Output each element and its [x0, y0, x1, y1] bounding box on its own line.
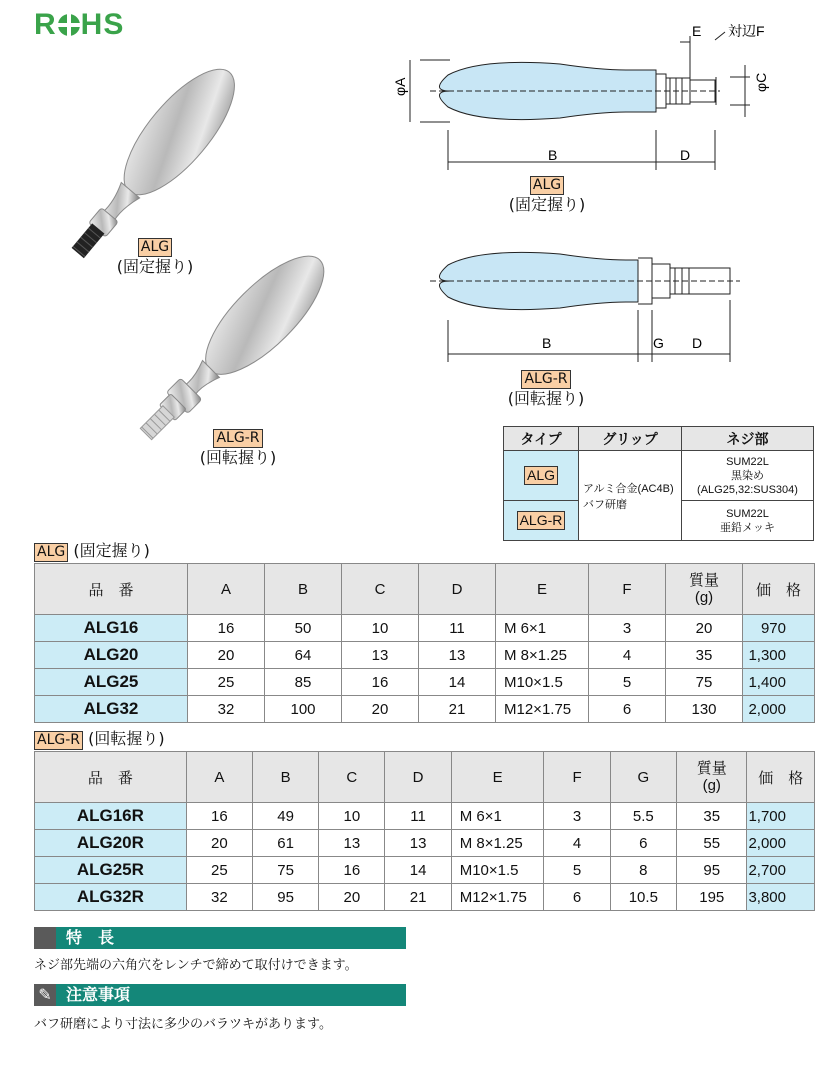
- value-cell: 13: [319, 830, 385, 857]
- value-cell: 13: [385, 830, 451, 857]
- value-cell: 75: [666, 669, 743, 696]
- algr-table-tag: ALG-R: [34, 731, 83, 750]
- algr-col-f: F: [544, 752, 610, 803]
- alg-col-c: C: [342, 564, 419, 615]
- algr-tag: ALG-R: [213, 429, 262, 448]
- price-cell: 1,400: [743, 669, 815, 696]
- value-cell: 20: [186, 830, 252, 857]
- thread-cell: M10×1.5: [496, 669, 589, 696]
- spec-header-grip: グリップ: [579, 427, 682, 451]
- diagram2-tag: ALG-R: [521, 370, 570, 389]
- algr-table-header: [35, 752, 815, 803]
- alg-col-part: 品 番: [35, 564, 188, 615]
- spec-header-type: タイプ: [504, 427, 579, 451]
- alg-col-b: B: [265, 564, 342, 615]
- alg-table-body: [35, 615, 815, 723]
- caution-text: バフ研磨により寸法に多少のバラツキがあります。: [34, 1017, 332, 1032]
- diagram1-caption: [492, 174, 602, 215]
- features-text: ネジ部先端の六角穴をレンチで締めて取付けできます。: [34, 958, 358, 973]
- price-cell: 970: [743, 615, 815, 642]
- dim-b: B: [548, 147, 558, 163]
- value-cell: 55: [677, 830, 747, 857]
- table-row: [35, 615, 815, 642]
- algr-table-title: (回転握り): [88, 729, 165, 748]
- spec-thread-algr-2: 亜鉛メッキ: [720, 521, 775, 534]
- alg-tag: ALG: [138, 238, 172, 257]
- spec-grip-finish: バフ研磨: [583, 498, 627, 511]
- value-cell: 25: [186, 857, 252, 884]
- pencil-icon: ✎: [38, 985, 52, 1004]
- value-cell: 11: [385, 803, 451, 830]
- table-row: [35, 830, 815, 857]
- algr-photo-caption: [178, 427, 298, 468]
- algr-table-heading: [34, 726, 165, 750]
- value-cell: 20: [319, 884, 385, 911]
- value-cell: 49: [252, 803, 318, 830]
- value-cell: 61: [252, 830, 318, 857]
- diagram1-tag: ALG: [530, 176, 564, 195]
- part-number-cell: ALG32: [35, 696, 188, 723]
- table-row: [35, 857, 815, 884]
- algr-table-body: [35, 803, 815, 911]
- thread-cell: M 8×1.25: [451, 830, 544, 857]
- algr-table: [34, 751, 815, 911]
- spec-header-thread: ネジ部: [682, 427, 814, 451]
- spec-thread-alg-2: 黒染め: [731, 469, 764, 482]
- value-cell: 95: [677, 857, 747, 884]
- alg-col-d: D: [419, 564, 496, 615]
- caution-title: 注意事項: [66, 985, 131, 1004]
- dim2-d: D: [692, 335, 703, 351]
- value-cell: 10.5: [610, 884, 676, 911]
- dim2-b: B: [542, 335, 552, 351]
- algr-col-b: B: [252, 752, 318, 803]
- value-cell: 5: [589, 669, 666, 696]
- table-row: [35, 642, 815, 669]
- value-cell: 6: [544, 884, 610, 911]
- value-cell: 21: [419, 696, 496, 723]
- dim-d: D: [680, 147, 691, 163]
- algr-col-g: G: [610, 752, 676, 803]
- value-cell: 35: [666, 642, 743, 669]
- value-cell: 10: [319, 803, 385, 830]
- alg-table-title: (固定握り): [73, 541, 150, 560]
- price-cell: 2,700: [747, 857, 815, 884]
- algr-photo: [115, 225, 365, 455]
- caution-bar: [34, 984, 406, 1006]
- value-cell: 20: [342, 696, 419, 723]
- table-row: [35, 884, 815, 911]
- price-cell: 1,700: [747, 803, 815, 830]
- alg-dimension-diagram: [390, 20, 810, 180]
- algr-col-e: E: [451, 752, 544, 803]
- value-cell: 64: [265, 642, 342, 669]
- part-number-cell: ALG16: [35, 615, 188, 642]
- value-cell: 5.5: [610, 803, 676, 830]
- value-cell: 6: [589, 696, 666, 723]
- alg-col-e: E: [496, 564, 589, 615]
- alg-table-header: [35, 564, 815, 615]
- spec-grip-material: アルミ合金(AC4B): [583, 482, 674, 495]
- value-cell: 20: [188, 642, 265, 669]
- algr-col-part: 品 番: [35, 752, 187, 803]
- value-cell: 13: [419, 642, 496, 669]
- alg-col-price: 価 格: [743, 564, 815, 615]
- spec-thread-algr-1: SUM22L: [726, 507, 769, 520]
- algr-col-a: A: [186, 752, 252, 803]
- dim2-g: G: [653, 335, 664, 351]
- value-cell: 16: [319, 857, 385, 884]
- value-cell: 14: [385, 857, 451, 884]
- price-cell: 3,800: [747, 884, 815, 911]
- value-cell: 20: [666, 615, 743, 642]
- algr-col-price: 価 格: [747, 752, 815, 803]
- alg-table-heading: [34, 538, 150, 562]
- features-bar: [34, 927, 406, 949]
- value-cell: 4: [589, 642, 666, 669]
- thread-cell: M 8×1.25: [496, 642, 589, 669]
- price-cell: 1,300: [743, 642, 815, 669]
- value-cell: 100: [265, 696, 342, 723]
- value-cell: 5: [544, 857, 610, 884]
- alg-col-f: F: [589, 564, 666, 615]
- algr-col-d: D: [385, 752, 451, 803]
- part-number-cell: ALG20R: [35, 830, 187, 857]
- algr-dimension-diagram: [390, 240, 810, 370]
- thread-cell: M12×1.75: [451, 884, 544, 911]
- features-title: 特 長: [66, 928, 115, 947]
- price-cell: 2,000: [743, 696, 815, 723]
- alg-col-mass: 質量 (g): [666, 564, 743, 615]
- alg-caption: (固定握り): [116, 257, 194, 276]
- spec-thread-alg-1: SUM22L: [726, 455, 769, 468]
- spec-type-algr: ALG-R: [517, 511, 566, 530]
- value-cell: 3: [589, 615, 666, 642]
- thread-cell: M12×1.75: [496, 696, 589, 723]
- dim-f: 対辺F: [728, 23, 765, 39]
- spec-table: [503, 426, 814, 541]
- value-cell: 195: [677, 884, 747, 911]
- value-cell: 75: [252, 857, 318, 884]
- algr-caption: (回転握り): [199, 448, 277, 467]
- value-cell: 6: [610, 830, 676, 857]
- thread-cell: M 6×1: [496, 615, 589, 642]
- value-cell: 50: [265, 615, 342, 642]
- dim-a: φA: [392, 77, 408, 96]
- dim-c: φC: [753, 72, 769, 92]
- thread-cell: M 6×1: [451, 803, 544, 830]
- value-cell: 13: [342, 642, 419, 669]
- diagram2-caption: [486, 368, 606, 409]
- diagram2-caption-text: (回転握り): [507, 389, 585, 408]
- part-number-cell: ALG32R: [35, 884, 187, 911]
- dim-e: E: [692, 23, 702, 39]
- alg-col-a: A: [188, 564, 265, 615]
- value-cell: 35: [677, 803, 747, 830]
- thread-cell: M10×1.5: [451, 857, 544, 884]
- part-number-cell: ALG25R: [35, 857, 187, 884]
- alg-table: [34, 563, 815, 723]
- rohs-logo: R HS: [34, 8, 125, 41]
- price-cell: 2,000: [747, 830, 815, 857]
- spec-thread-alg-3: (ALG25,32:SUS304): [697, 483, 798, 496]
- algr-col-c: C: [319, 752, 385, 803]
- table-row: [35, 669, 815, 696]
- value-cell: 21: [385, 884, 451, 911]
- value-cell: 16: [342, 669, 419, 696]
- value-cell: 3: [544, 803, 610, 830]
- value-cell: 32: [188, 696, 265, 723]
- algr-col-mass: 質量 (g): [677, 752, 747, 803]
- value-cell: 8: [610, 857, 676, 884]
- globe-icon: [58, 14, 80, 36]
- value-cell: 25: [188, 669, 265, 696]
- value-cell: 32: [186, 884, 252, 911]
- value-cell: 11: [419, 615, 496, 642]
- value-cell: 95: [252, 884, 318, 911]
- value-cell: 16: [186, 803, 252, 830]
- alg-table-tag: ALG: [34, 543, 68, 562]
- part-number-cell: ALG20: [35, 642, 188, 669]
- diagram1-caption-text: (固定握り): [508, 195, 586, 214]
- value-cell: 85: [265, 669, 342, 696]
- value-cell: 10: [342, 615, 419, 642]
- value-cell: 14: [419, 669, 496, 696]
- part-number-cell: ALG25: [35, 669, 188, 696]
- table-row: [35, 803, 815, 830]
- part-number-cell: ALG16R: [35, 803, 187, 830]
- value-cell: 130: [666, 696, 743, 723]
- value-cell: 16: [188, 615, 265, 642]
- value-cell: 4: [544, 830, 610, 857]
- spec-type-alg: ALG: [524, 466, 558, 485]
- table-row: [35, 696, 815, 723]
